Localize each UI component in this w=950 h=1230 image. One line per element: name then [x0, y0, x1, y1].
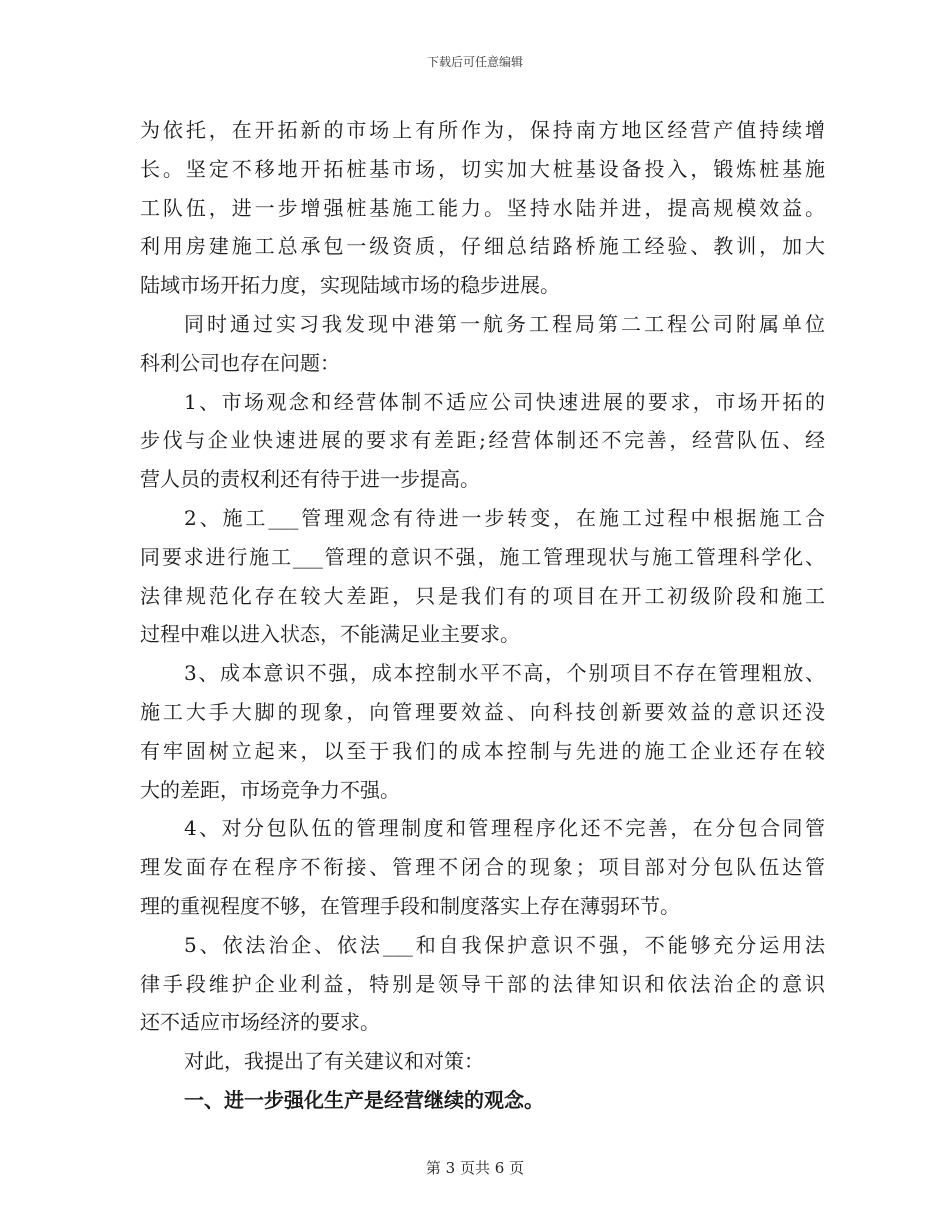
text-line: 工队伍，进一步增强桩基施工能力。坚持水陆并进，提高规模效益。 — [140, 195, 825, 220]
text-line: 同要求进行施工___管理的意识不强，施工管理现状与施工管理科学化、 — [140, 544, 825, 569]
text-line: 5、依法治企、依法___和自我保护意识不强，不能够充分运用法 — [184, 932, 825, 957]
text-line: 理的重视程度不够，在管理手段和制度落实上存在薄弱环节。 — [140, 893, 680, 918]
text-line: 大的差距，市场竞争力不强。 — [140, 777, 400, 802]
text-line: 还不适应市场经济的要求。 — [140, 1010, 380, 1035]
text-line: 有牢固树立起来，以至于我们的成本控制与先进的施工企业还存在较 — [140, 738, 825, 763]
text-line: 对此，我提出了有关建议和对策： — [184, 1049, 484, 1074]
text-line: 营人员的责权利还有待于进一步提高。 — [140, 467, 480, 492]
text-line: 2、施工___管理观念有待进一步转变，在施工过程中根据施工合 — [184, 505, 825, 530]
text-line: 1、市场观念和经营体制不适应公司快速进展的要求，市场开拓的 — [184, 389, 825, 414]
text-line: 法律规范化存在较大差距，只是我们有的项目在开工初级阶段和施工 — [140, 583, 825, 608]
text-line: 理发面存在程序不衔接、管理不闭合的现象；项目部对分包队伍达管 — [140, 855, 825, 880]
text-line: 4、对分包队伍的管理制度和管理程序化还不完善，在分包合同管 — [184, 816, 825, 841]
text-line: 陆域市场开拓力度，实现陆域市场的稳步进展。 — [140, 273, 560, 298]
text-line: 长。坚定不移地开拓桩基市场，切实加大桩基设备投入，锻炼桩基施 — [140, 156, 825, 181]
document-body — [140, 111, 825, 1120]
text-line: 过程中难以进入状态，不能满足业主要求。 — [140, 622, 520, 647]
text-line: 同时通过实习我发现中港第一航务工程局第二工程公司附属单位 — [184, 311, 825, 336]
section-heading: 一、进一步强化生产是经营继续的观念。 — [184, 1087, 544, 1112]
text-line: 科利公司也存在问题： — [140, 350, 340, 375]
page-footer: 第 3 页共 6 页 — [425, 1159, 525, 1177]
text-line: 3、成本意识不强，成本控制水平不高，个别项目不存在管理粗放、 — [184, 661, 825, 686]
text-line: 步伐与企业快速进展的要求有差距;经营体制还不完善，经营队伍、经 — [140, 428, 825, 453]
text-line: 律手段维护企业利益，特别是领导干部的法律知识和依法治企的意识 — [140, 971, 825, 996]
page-header: 下载后可任意编辑 — [426, 55, 523, 69]
text-line: 利用房建施工总承包一级资质，仔细总结路桥施工经验、教训，加大 — [140, 234, 825, 259]
text-line: 施工大手大脚的现象，向管理要效益、向科技创新要效益的意识还没 — [140, 699, 825, 724]
text-line: 为依托，在开拓新的市场上有所作为，保持南方地区经营产值持续增 — [140, 118, 825, 142]
